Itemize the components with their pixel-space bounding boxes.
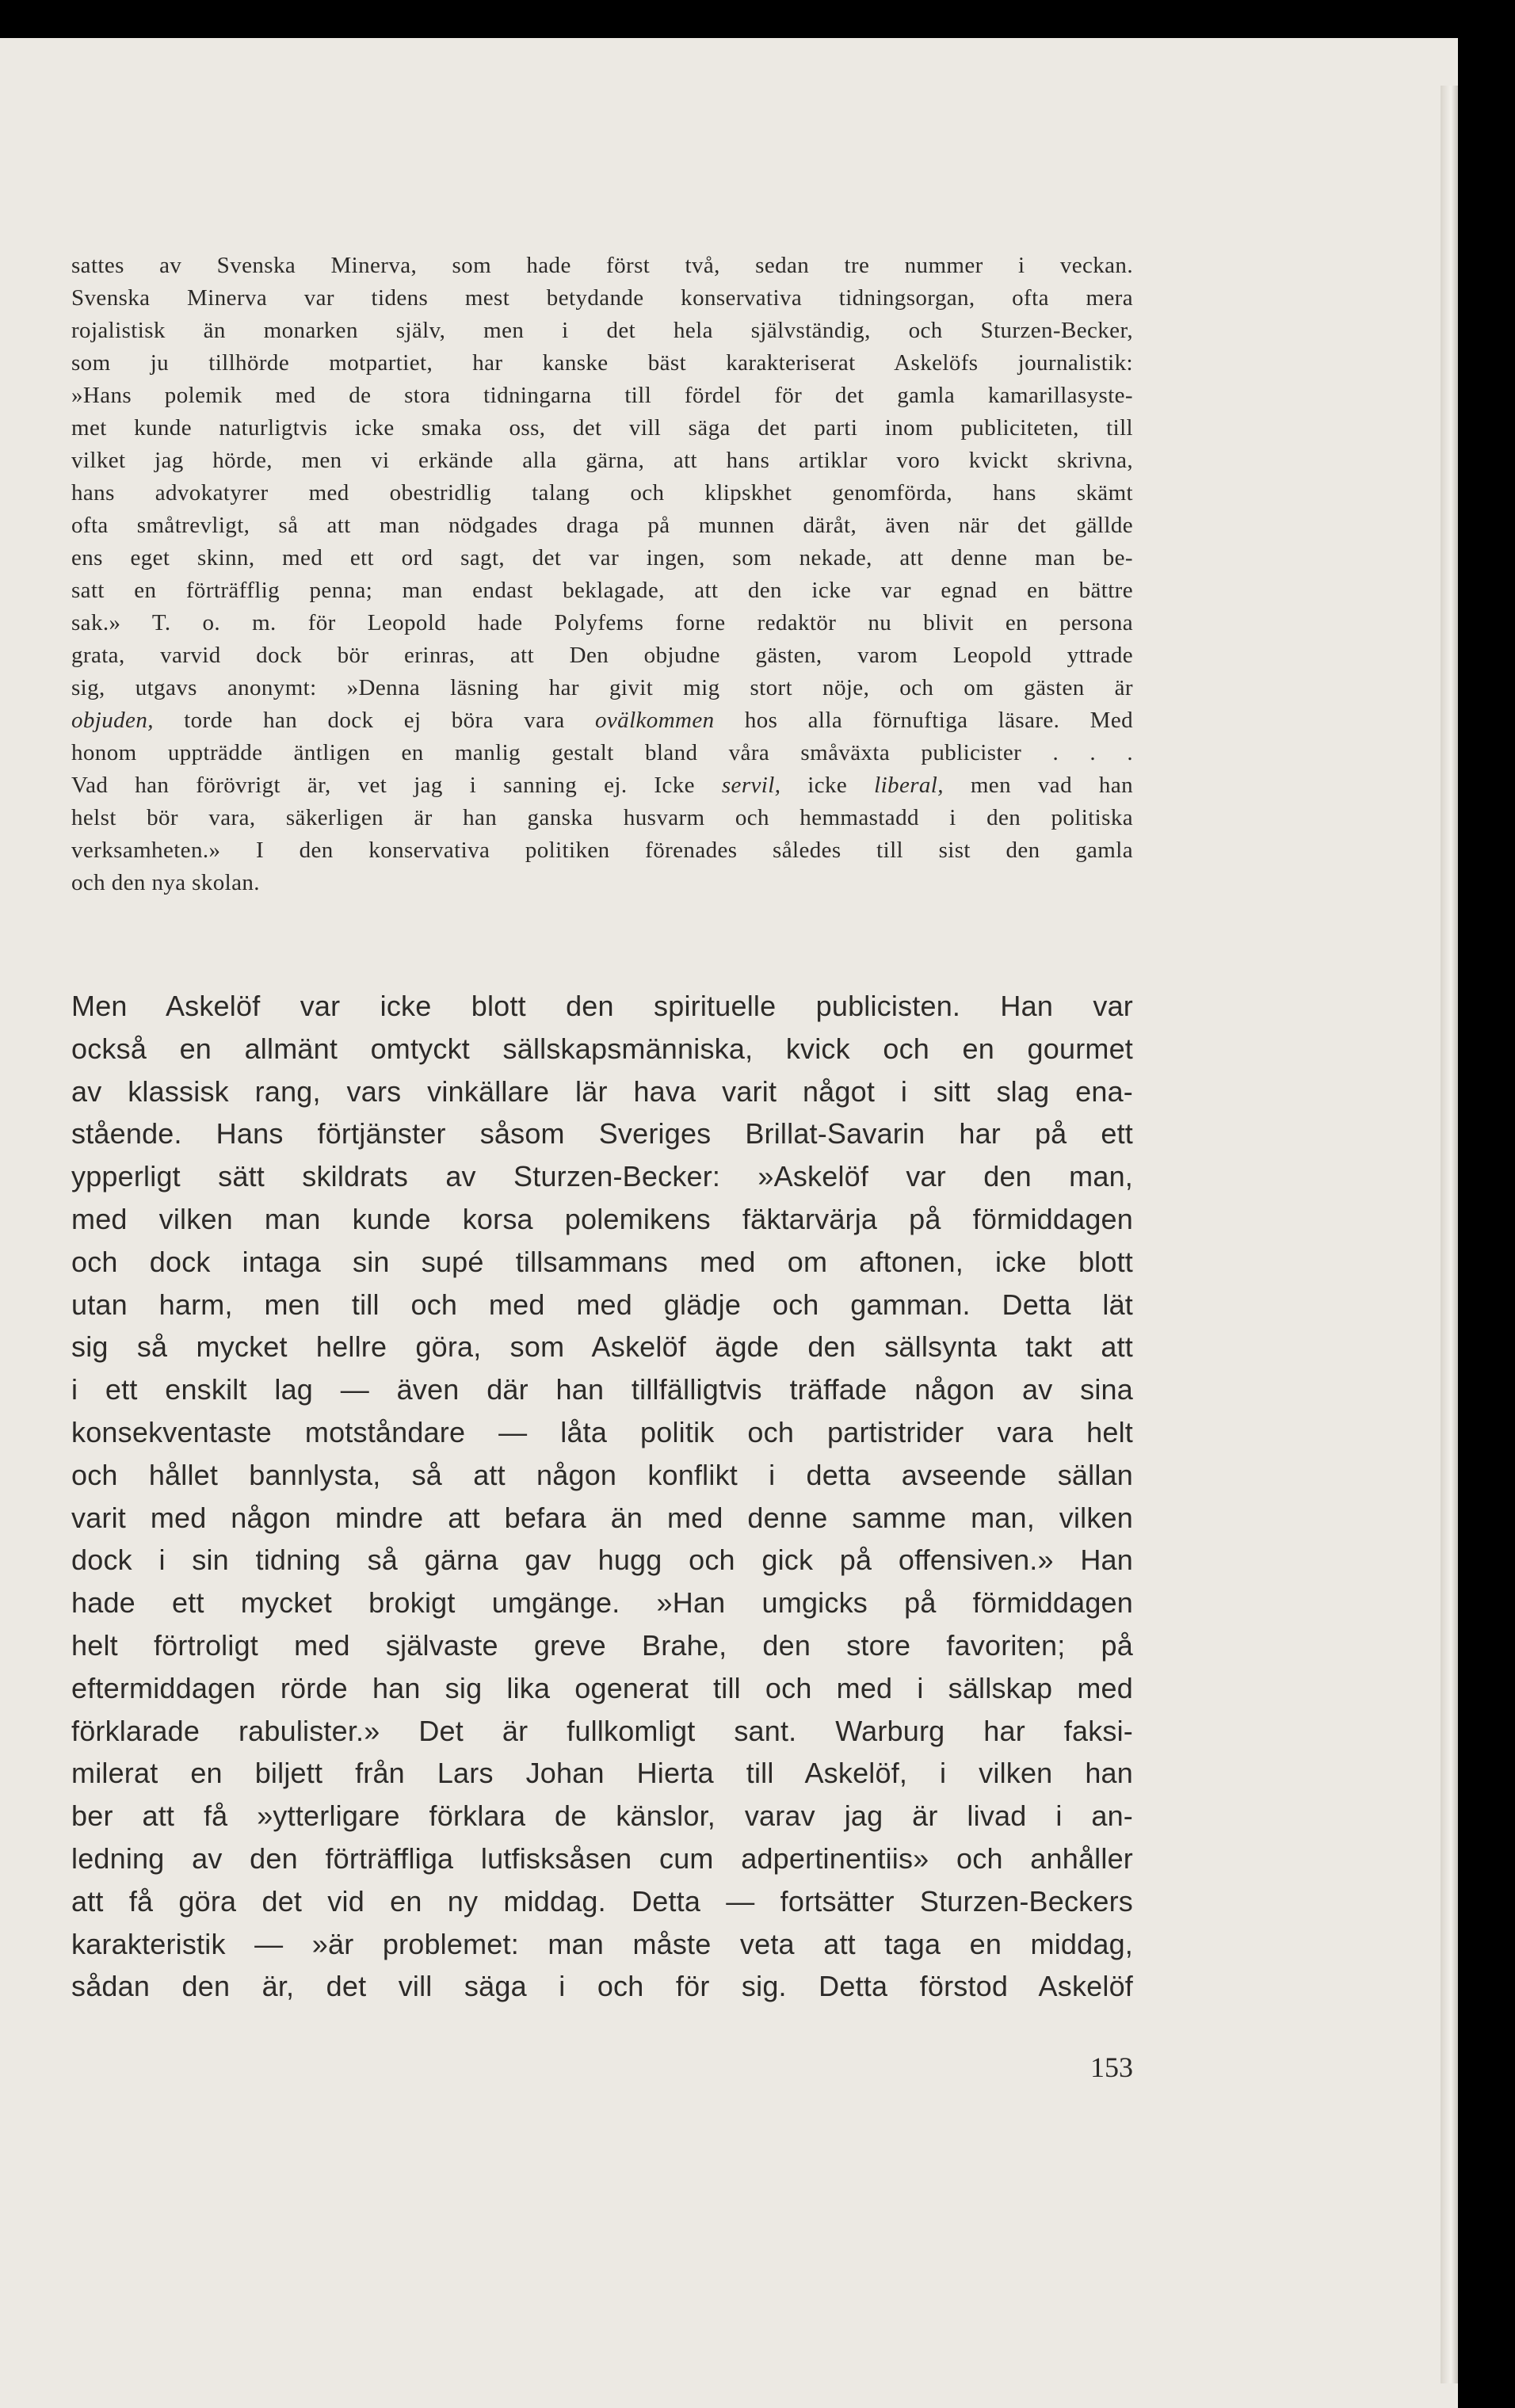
page-edge [1441,86,1458,2383]
text-line: verksamheten.» I den konservativa politiken förenades således till sist den gamla [71,838,1133,863]
text-line: sådan den är, det vill säga i och för sig. Detta förstod Askelöf [71,1970,1133,2003]
text-line: konsekventaste motståndare — låta politik och partistrider vara helt [71,1415,1133,1448]
text-line: och den nya skolan. [71,870,260,895]
text-line: hade ett mycket brokigt umgänge. »Han umgicks på förmiddagen [71,1586,1133,1620]
italic-word: liberal, [874,773,944,798]
text-line: karakteristik — »är problemet: man måste veta att taga en middag, [71,1927,1133,1960]
text-line: milerat en biljett från Lars Johan Hierta till Askelöf, i vilken han [71,1757,1133,1790]
text-line: »Hans polemik med de stora tidningarna till fördel för det gamla kamarillasyste- [71,383,1133,408]
text-line: också en allmänt omtyckt sällskapsmänniska, kvick och en gourmet [71,1032,1133,1065]
text-line: rojalistisk än monarken själv, men i det hela självständig, och Sturzen-Becker, [71,318,1133,343]
text-run: men vad han [943,773,1133,798]
text-line: av klassisk rang, vars vinkällare lär hava varit något i sitt slag ena- [71,1074,1133,1108]
text-line: ber att få »ytterligare förklara de känslor, varav jag är livad i an- [71,1799,1133,1833]
text-run: icke [780,773,875,798]
text-line: hans advokatyrer med obestridlig talang och klipskhet genomförda, hans skämt [71,480,1133,506]
text-line: vilket jag hörde, men vi erkände alla gärna, att hans artiklar voro kvickt skrivna, [71,448,1133,473]
text-line: satt en förträfflig penna; man endast beklagade, att den icke var egnad en bättre [71,578,1133,603]
text-line: utan harm, men till och med med glädje och gamman. Detta lät [71,1288,1133,1321]
text-line: eftermiddagen rörde han sig lika ogenerat till och med i sällskap med [71,1671,1133,1704]
text-line: och dock intaga sin supé tillsammans med om aftonen, icke blott [71,1245,1133,1278]
text-run: torde han dock ej böra vara [153,708,595,733]
text-line: sattes av Svenska Minerva, som hade först två, sedan tre nummer i veckan. [71,253,1133,278]
text-line: förklarade rabulister.» Det är fullkomligt sant. Warburg har faksi- [71,1714,1133,1747]
italic-word: ovälkommen [595,708,715,733]
text-line: helst bör vara, säkerligen är han ganska husvarm och hemmastadd i den politiska [71,805,1133,830]
text-line: dock i sin tidning så gärna gav hugg och gick på offensiven.» Han [71,1544,1133,1577]
text-line: grata, varvid dock bör erinras, att Den objudne gästen, varom Leopold yttrade [71,643,1133,668]
italic-word: objuden, [71,708,154,733]
text-line [71,769,1133,802]
paragraph-1 [71,250,1133,899]
text-run: hos alla förnuftiga läsare. Med [714,708,1133,733]
text-line: Men Askelöf var icke blott den spirituelle publicisten. Han var [71,990,1133,1022]
text-line: stående. Hans förtjänster såsom Sveriges Brillat-Savarin har på ett [71,1117,1133,1151]
text-line: sak.» T. o. m. för Leopold hade Polyfems forne redaktör nu blivit en persona [71,610,1133,635]
text-run: Vad han förövrigt är, vet jag i sanning ej. Icke [71,773,722,798]
text-line: helt förtroligt med självaste greve Brahe, den store favoriten; på [71,1628,1133,1662]
text-line: met kunde naturligtvis icke smaka oss, det vill säga det parti inom publiciteten, till [71,415,1133,441]
text-line: i ett enskilt lag — även där han tillfälligtvis träffade någon av sina [71,1373,1133,1406]
paragraph-2 [71,985,1133,2008]
text-line: att få göra det vid en ny middag. Detta — fortsätter Sturzen-Beckers [71,1884,1133,1918]
text-line: som ju tillhörde motpartiet, har kanske bäst karakteriserat Askelöfs journalistik: [71,350,1133,376]
text-line: sig, utgavs anonymt: »Denna läsning har givit mig stort nöje, och om gästen är [71,675,1133,700]
book-page [0,38,1458,2408]
page-number: 153 [1090,2051,1133,2083]
text-line [71,704,1133,737]
italic-word: servil, [721,773,781,798]
text-line: sig så mycket hellre göra, som Askelöf ägde den sällsynta takt att [71,1330,1133,1364]
text-line: honom uppträdde äntligen en manlig gestalt bland våra småväxta publicister . . . [71,740,1133,765]
text-line: med vilken man kunde korsa polemikens fäktarvärja på förmiddagen [71,1202,1133,1235]
text-line: varit med någon mindre att befara än med denne samme man, vilken [71,1501,1133,1534]
text-line: ofta småtrevligt, så att man nödgades draga på munnen däråt, även när det gällde [71,513,1133,538]
text-line: och hållet bannlysta, så att någon konflikt i detta avseende sällan [71,1458,1133,1491]
text-line: ens eget skinn, med ett ord sagt, det var ingen, som nekade, att denne man be- [71,545,1133,571]
text-line: Svenska Minerva var tidens mest betydande konservativa tidningsorgan, ofta mera [71,285,1133,311]
text-line: ypperligt sätt skildrats av Sturzen-Becker: »Askelöf var den man, [71,1160,1133,1193]
text-line: ledning av den förträffliga lutfisksåsen cum adpertinentiis» och anhåller [71,1841,1133,1875]
